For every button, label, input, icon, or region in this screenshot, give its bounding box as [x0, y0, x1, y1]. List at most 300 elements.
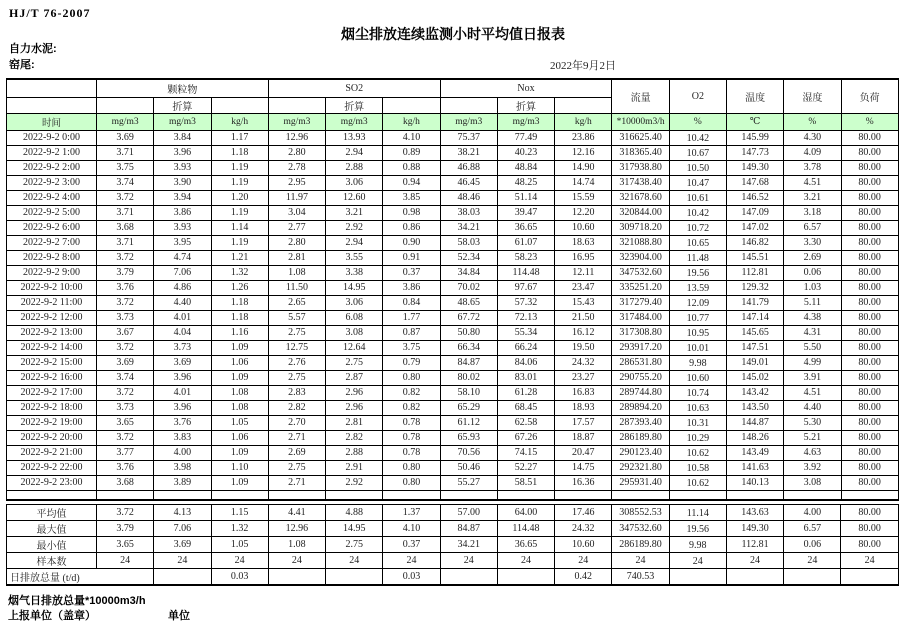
so2-converted-cell: 2.91 [326, 460, 383, 475]
time-cell: 2022-9-2 19:00 [7, 415, 97, 430]
time-cell: 2022-9-2 5:00 [7, 205, 97, 220]
so2-mg-cell: 1.08 [268, 537, 325, 553]
pm-kgh-cell: 1.06 [211, 355, 268, 370]
humidity-cell [784, 569, 841, 586]
o2-cell: 10.42 [669, 130, 726, 145]
o2-cell: 13.59 [669, 280, 726, 295]
humidity-cell: 4.63 [784, 445, 841, 460]
page-title: 烟尘排放连续监测小时平均值日报表 [341, 26, 565, 42]
pm-mg-cell: 3.69 [97, 355, 154, 370]
pm-converted-cell: 7.06 [154, 265, 211, 280]
load-header: 负荷 [841, 79, 898, 113]
humidity-cell: 4.51 [784, 175, 841, 190]
load-cell: 80.00 [841, 521, 898, 537]
o2-cell: 10.47 [669, 175, 726, 190]
pm-kgh-cell: 1.06 [211, 430, 268, 445]
summary-row [7, 505, 899, 521]
o2-cell: 9.98 [669, 537, 726, 553]
nox-converted-cell: 114.48 [497, 265, 554, 280]
pm-converted-cell: 3.93 [154, 160, 211, 175]
nox-kgh-cell: 24.32 [555, 355, 612, 370]
so2-converted-cell: 2.88 [326, 160, 383, 175]
pm-mg-cell: 3.71 [97, 205, 154, 220]
blank-row [7, 490, 899, 500]
pm-converted-cell: 3.93 [154, 220, 211, 235]
so2-converted-cell: 3.21 [326, 205, 383, 220]
humidity-cell: 3.18 [784, 205, 841, 220]
pm-kgh-cell: 1.08 [211, 400, 268, 415]
table-row [7, 235, 899, 250]
flow-cell: 292321.80 [612, 460, 669, 475]
summary-row [7, 537, 899, 553]
nox-mg-cell: 46.88 [440, 160, 497, 175]
flow-cell: 295931.40 [612, 475, 669, 490]
pm-mg-cell: 3.72 [97, 250, 154, 265]
time-cell: 2022-9-2 2:00 [7, 160, 97, 175]
pm-converted-cell: 3.83 [154, 430, 211, 445]
nox-kgh-cell: 16.12 [555, 325, 612, 340]
flow-cell: 320844.00 [612, 205, 669, 220]
pm-kgh-cell: 1.15 [211, 505, 268, 521]
so2-mg-cell: 12.75 [268, 340, 325, 355]
so2-mg-cell: 2.80 [268, 235, 325, 250]
pm-mg-cell: 3.73 [97, 400, 154, 415]
humidity-unit: % [784, 113, 841, 130]
time-cell: 2022-9-2 15:00 [7, 355, 97, 370]
humidity-cell: 3.92 [784, 460, 841, 475]
so2-kgh-cell: 1.37 [383, 505, 440, 521]
flow-cell: 347532.60 [612, 521, 669, 537]
so2-kgh-cell: 0.80 [383, 475, 440, 490]
nox-converted-cell: 74.15 [497, 445, 554, 460]
temperature-cell: 145.65 [726, 325, 783, 340]
load-cell [841, 569, 898, 586]
time-cell: 2022-9-2 22:00 [7, 460, 97, 475]
humidity-cell: 4.31 [784, 325, 841, 340]
so2-kgh-cell: 0.37 [383, 537, 440, 553]
pm-converted-cell: 4.13 [154, 505, 211, 521]
nox-mg-cell: 48.46 [440, 190, 497, 205]
nox-converted-cell: 57.32 [497, 295, 554, 310]
load-cell: 80.00 [841, 415, 898, 430]
nox-mg-cell: 80.02 [440, 370, 497, 385]
load-cell: 24 [841, 553, 898, 569]
temperature-cell: 143.50 [726, 400, 783, 415]
pm-converted-cell [154, 569, 211, 586]
nox-kgh-cell: 12.16 [555, 145, 612, 160]
nox-converted-cell [497, 569, 554, 586]
pm-mg-cell: 3.72 [97, 385, 154, 400]
so2-mg-cell: 3.04 [268, 205, 325, 220]
standard-number: HJ/T 76-2007 [9, 6, 91, 20]
pm-converted-cell: 4.00 [154, 445, 211, 460]
time-cell: 2022-9-2 1:00 [7, 145, 97, 160]
nox-converted-cell: 68.45 [497, 400, 554, 415]
table-row [7, 205, 899, 220]
pm-converted-cell: 3.96 [154, 370, 211, 385]
pm-converted-cell: 3.69 [154, 355, 211, 370]
nox-group-header: Nox [440, 79, 612, 97]
pm-kgh-cell: 1.32 [211, 521, 268, 537]
load-cell: 80.00 [841, 325, 898, 340]
nox-converted-cell: 66.24 [497, 340, 554, 355]
humidity-cell: 4.38 [784, 310, 841, 325]
nox-converted-cell: 97.67 [497, 280, 554, 295]
o2-cell: 10.65 [669, 235, 726, 250]
humidity-cell: 3.78 [784, 160, 841, 175]
pm-converted-cell: 4.74 [154, 250, 211, 265]
so2-mg-cell: 2.80 [268, 145, 325, 160]
pm-mg-cell: 3.79 [97, 521, 154, 537]
so2-kgh-cell: 3.85 [383, 190, 440, 205]
pm-kgh-cell: 1.08 [211, 385, 268, 400]
nox-converted-cell: 24 [497, 553, 554, 569]
so2-mg-cell: 2.77 [268, 220, 325, 235]
nox-converted-header: 折算 [497, 97, 554, 113]
o2-cell [669, 569, 726, 586]
nox-mg-cell: 34.21 [440, 220, 497, 235]
so2-mg-cell: 12.96 [268, 521, 325, 537]
flow-cell: 317308.80 [612, 325, 669, 340]
table-row [7, 295, 899, 310]
flow-cell: 317484.00 [612, 310, 669, 325]
pm-converted-header: 折算 [154, 97, 211, 113]
table-row [7, 475, 899, 490]
time-header-spacer [7, 79, 97, 97]
flow-cell: 286189.80 [612, 537, 669, 553]
humidity-cell: 4.99 [784, 355, 841, 370]
flow-cell: 317279.40 [612, 295, 669, 310]
load-cell: 80.00 [841, 355, 898, 370]
pm-kgh-cell: 1.17 [211, 130, 268, 145]
so2-converted-cell: 2.94 [326, 145, 383, 160]
o2-cell: 9.98 [669, 355, 726, 370]
humidity-header: 湿度 [784, 79, 841, 113]
temperature-cell: 143.63 [726, 505, 783, 521]
load-cell: 80.00 [841, 505, 898, 521]
nox-mg-cell: 50.46 [440, 460, 497, 475]
so2-converted-cell: 3.06 [326, 175, 383, 190]
so2-kgh-cell: 0.94 [383, 175, 440, 190]
nox-kgh-cell: 21.50 [555, 310, 612, 325]
pm-kgh-cell: 1.19 [211, 160, 268, 175]
time-cell: 2022-9-2 12:00 [7, 310, 97, 325]
so2-mg-cell: 2.65 [268, 295, 325, 310]
nox-converted-cell: 83.01 [497, 370, 554, 385]
load-cell: 80.00 [841, 295, 898, 310]
pm-mg-unit: mg/m3 [97, 113, 154, 130]
time-cell: 2022-9-2 17:00 [7, 385, 97, 400]
summary-label: 样本数 [7, 553, 97, 569]
load-cell: 80.00 [841, 250, 898, 265]
o2-cell: 10.61 [669, 190, 726, 205]
temperature-cell: 147.14 [726, 310, 783, 325]
nox-converted-cell: 77.49 [497, 130, 554, 145]
humidity-cell: 5.11 [784, 295, 841, 310]
nox-mg-cell: 66.34 [440, 340, 497, 355]
pm-mg-cell: 3.76 [97, 280, 154, 295]
time-cell: 2022-9-2 8:00 [7, 250, 97, 265]
so2-kgh-cell: 0.79 [383, 355, 440, 370]
pm-mg-cell: 3.68 [97, 475, 154, 490]
nox-converted-unit: mg/m3 [497, 113, 554, 130]
nox-mg-cell: 34.21 [440, 537, 497, 553]
pm-kgh-cell: 1.09 [211, 445, 268, 460]
so2-converted-cell: 14.95 [326, 280, 383, 295]
units-row [7, 113, 899, 130]
nox-mg-cell: 84.87 [440, 355, 497, 370]
pm-kgh-cell: 1.09 [211, 370, 268, 385]
flow-cell: 24 [612, 553, 669, 569]
table-row [7, 265, 899, 280]
pm-converted-cell: 3.94 [154, 190, 211, 205]
load-cell: 80.00 [841, 445, 898, 460]
nox-converted-cell: 114.48 [497, 521, 554, 537]
nox-converted-cell: 52.27 [497, 460, 554, 475]
o2-cell: 11.48 [669, 250, 726, 265]
flow-unit: *10000m3/h [612, 113, 669, 130]
pm-kgh-cell: 1.19 [211, 235, 268, 250]
flow-cell: 335251.20 [612, 280, 669, 295]
o2-cell: 10.50 [669, 160, 726, 175]
so2-kgh-cell: 4.10 [383, 521, 440, 537]
nox-mg-cell: 84.87 [440, 521, 497, 537]
nox-converted-cell: 51.14 [497, 190, 554, 205]
so2-kgh-cell: 0.82 [383, 385, 440, 400]
pm-kgh-cell: 1.16 [211, 325, 268, 340]
flow-cell: 321088.80 [612, 235, 669, 250]
humidity-cell: 3.91 [784, 370, 841, 385]
nox-converted-cell: 58.51 [497, 475, 554, 490]
o2-cell: 24 [669, 553, 726, 569]
nox-mg-cell: 65.29 [440, 400, 497, 415]
temperature-cell: 112.81 [726, 537, 783, 553]
table-row [7, 220, 899, 235]
load-cell: 80.00 [841, 400, 898, 415]
summary-table [6, 504, 899, 586]
load-cell: 80.00 [841, 175, 898, 190]
load-cell: 80.00 [841, 340, 898, 355]
flow-cell: 290755.20 [612, 370, 669, 385]
nox-mg-cell: 50.80 [440, 325, 497, 340]
o2-cell: 10.63 [669, 400, 726, 415]
o2-cell: 10.67 [669, 145, 726, 160]
load-cell: 80.00 [841, 265, 898, 280]
temperature-cell: 129.32 [726, 280, 783, 295]
pm-converted-cell: 3.76 [154, 415, 211, 430]
nox-kgh-unit: kg/h [555, 113, 612, 130]
load-cell: 80.00 [841, 280, 898, 295]
pm-kgh-cell: 1.32 [211, 265, 268, 280]
so2-mg-cell: 2.82 [268, 400, 325, 415]
o2-cell: 10.60 [669, 370, 726, 385]
nox-kgh-cell: 18.63 [555, 235, 612, 250]
nox-mg-cell: 38.03 [440, 205, 497, 220]
humidity-cell: 5.30 [784, 415, 841, 430]
temperature-cell: 149.01 [726, 355, 783, 370]
pm-kgh-cell: 1.19 [211, 205, 268, 220]
daily-total-row [7, 569, 899, 586]
o2-cell: 10.42 [669, 205, 726, 220]
nox-kgh-cell: 17.57 [555, 415, 612, 430]
o2-cell: 10.95 [669, 325, 726, 340]
flow-cell: 289894.20 [612, 400, 669, 415]
humidity-cell: 24 [784, 553, 841, 569]
nox-converted-cell: 61.07 [497, 235, 554, 250]
temperature-cell: 147.09 [726, 205, 783, 220]
nox-converted-cell: 36.65 [497, 537, 554, 553]
load-cell: 80.00 [841, 460, 898, 475]
load-cell: 80.00 [841, 130, 898, 145]
temperature-cell: 141.79 [726, 295, 783, 310]
temperature-header: 温度 [726, 79, 783, 113]
so2-converted-cell: 12.64 [326, 340, 383, 355]
so2-converted-cell: 3.06 [326, 295, 383, 310]
table-row [7, 175, 899, 190]
pm-mg-cell: 3.76 [97, 460, 154, 475]
so2-kgh-cell: 0.86 [383, 220, 440, 235]
so2-mg-cell [268, 569, 325, 586]
load-cell: 80.00 [841, 220, 898, 235]
pm-kgh-cell: 1.09 [211, 475, 268, 490]
nox-kgh-cell: 12.11 [555, 265, 612, 280]
time-cell: 2022-9-2 11:00 [7, 295, 97, 310]
table-row [7, 250, 899, 265]
so2-converted-cell: 2.82 [326, 430, 383, 445]
pm-mg-cell: 3.68 [97, 220, 154, 235]
so2-converted-cell: 2.94 [326, 235, 383, 250]
so2-mg-cell: 12.96 [268, 130, 325, 145]
so2-mg-cell: 2.70 [268, 415, 325, 430]
pm-kgh-cell: 1.05 [211, 537, 268, 553]
so2-kgh-cell: 0.84 [383, 295, 440, 310]
nox-mg-cell: 24 [440, 553, 497, 569]
so2-mg-cell: 1.08 [268, 265, 325, 280]
table-row [7, 340, 899, 355]
humidity-cell: 3.30 [784, 235, 841, 250]
nox-kgh-cell: 0.42 [555, 569, 612, 586]
table-row [7, 430, 899, 445]
humidity-cell: 6.57 [784, 521, 841, 537]
so2-converted-cell: 2.75 [326, 355, 383, 370]
so2-kgh-cell: 0.90 [383, 235, 440, 250]
time-cell: 2022-9-2 6:00 [7, 220, 97, 235]
time-cell: 2022-9-2 0:00 [7, 130, 97, 145]
nox-kgh-cell: 17.46 [555, 505, 612, 521]
humidity-cell: 2.69 [784, 250, 841, 265]
table-row [7, 445, 899, 460]
o2-cell: 10.01 [669, 340, 726, 355]
table-row [7, 130, 899, 145]
load-cell: 80.00 [841, 145, 898, 160]
pm-converted-cell: 3.84 [154, 130, 211, 145]
nox-kgh-cell: 14.74 [555, 175, 612, 190]
pm-converted-cell: 3.90 [154, 175, 211, 190]
o2-cell: 11.14 [669, 505, 726, 521]
time-cell: 2022-9-2 21:00 [7, 445, 97, 460]
pm-converted-cell: 3.96 [154, 145, 211, 160]
nox-mg-unit: mg/m3 [440, 113, 497, 130]
so2-kgh-cell: 0.78 [383, 430, 440, 445]
so2-converted-cell: 2.88 [326, 445, 383, 460]
pm-kgh-cell: 1.10 [211, 460, 268, 475]
so2-mg-cell: 2.76 [268, 355, 325, 370]
humidity-cell: 1.03 [784, 280, 841, 295]
so2-converted-unit: mg/m3 [326, 113, 383, 130]
so2-mg-cell: 2.78 [268, 160, 325, 175]
o2-cell: 10.58 [669, 460, 726, 475]
pm-converted-cell: 4.01 [154, 310, 211, 325]
pm-kgh-cell: 1.19 [211, 175, 268, 190]
nox-kgh-cell: 14.75 [555, 460, 612, 475]
o2-cell: 10.77 [669, 310, 726, 325]
time-cell: 2022-9-2 13:00 [7, 325, 97, 340]
time-cell: 2022-9-2 4:00 [7, 190, 97, 205]
table-row [7, 160, 899, 175]
pm-group-header: 颗粒物 [97, 79, 269, 97]
pm-kgh-cell: 1.18 [211, 310, 268, 325]
time-column-header: 时间 [7, 113, 97, 130]
so2-converted-cell: 14.95 [326, 521, 383, 537]
nox-kgh-cell: 15.59 [555, 190, 612, 205]
pm-converted-cell: 3.95 [154, 235, 211, 250]
pm-converted-cell: 3.69 [154, 537, 211, 553]
time-cell: 2022-9-2 18:00 [7, 400, 97, 415]
summary-row [7, 521, 899, 537]
flow-cell: 317438.40 [612, 175, 669, 190]
pm-converted-cell: 4.04 [154, 325, 211, 340]
temperature-cell: 145.51 [726, 250, 783, 265]
temperature-cell: 112.81 [726, 265, 783, 280]
load-cell: 80.00 [841, 160, 898, 175]
table-row [7, 400, 899, 415]
load-cell: 80.00 [841, 235, 898, 250]
nox-kgh-cell: 16.95 [555, 250, 612, 265]
o2-cell: 10.74 [669, 385, 726, 400]
o2-cell: 19.56 [669, 521, 726, 537]
temperature-cell: 149.30 [726, 521, 783, 537]
company-label: 自力水泥: [9, 43, 57, 55]
pm-converted-unit: mg/m3 [154, 113, 211, 130]
flow-cell: 321678.60 [612, 190, 669, 205]
so2-kgh-cell: 0.78 [383, 415, 440, 430]
so2-converted-cell: 2.96 [326, 400, 383, 415]
table-row [7, 310, 899, 325]
pm-mg-cell: 3.74 [97, 175, 154, 190]
flow-cell: 740.53 [612, 569, 669, 586]
so2-mg-cell: 11.97 [268, 190, 325, 205]
so2-kgh-cell: 0.91 [383, 250, 440, 265]
temperature-cell: 140.13 [726, 475, 783, 490]
pm-kgh-cell: 1.18 [211, 295, 268, 310]
load-cell: 80.00 [841, 370, 898, 385]
pm-converted-cell: 4.01 [154, 385, 211, 400]
pm-converted-cell: 7.06 [154, 521, 211, 537]
humidity-cell: 4.09 [784, 145, 841, 160]
o2-unit: % [669, 113, 726, 130]
nox-mg-cell: 58.03 [440, 235, 497, 250]
table-row [7, 325, 899, 340]
time-cell: 2022-9-2 16:00 [7, 370, 97, 385]
nox-converted-cell: 62.58 [497, 415, 554, 430]
summary-rows [7, 505, 899, 586]
flow-cell: 290123.40 [612, 445, 669, 460]
time-cell: 2022-9-2 7:00 [7, 235, 97, 250]
nox-kgh-cell: 18.93 [555, 400, 612, 415]
nox-mg-cell: 48.65 [440, 295, 497, 310]
load-cell: 80.00 [841, 475, 898, 490]
so2-mg-cell: 2.75 [268, 370, 325, 385]
